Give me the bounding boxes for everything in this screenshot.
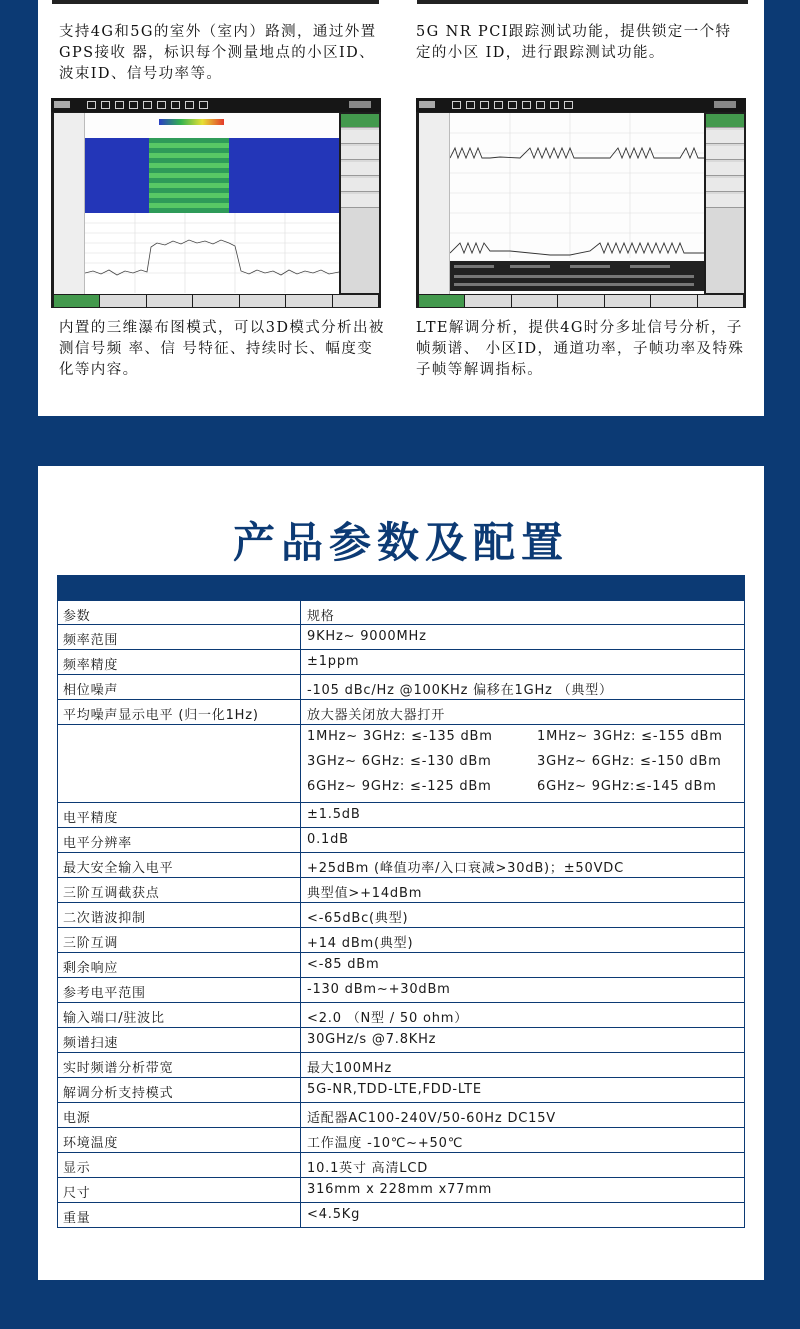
spec-value: 316mm x 228mm x77mm <box>307 1182 493 1197</box>
table-row <box>57 828 745 853</box>
previous-screenshot-edge <box>52 0 379 4</box>
param-name: 环境温度 <box>63 1136 119 1151</box>
spec-value: -105 dBc/Hz @100KHz 偏移在1GHz （典型） <box>307 683 613 698</box>
param-name: 频率精度 <box>63 658 119 673</box>
spec-value: <-65dBc(典型) <box>307 911 409 926</box>
table-row <box>57 625 745 650</box>
noise-level-amp-on: 1MHz~ 3GHz: ≤-155 dBm <box>537 729 723 744</box>
table-row <box>57 1153 745 1178</box>
spec-value: 工作温度 -10℃~+50℃ <box>307 1136 464 1151</box>
spectrum-trace <box>85 213 339 293</box>
feature-panel <box>38 0 764 416</box>
table-row <box>57 1103 745 1128</box>
instrument-toolbar <box>51 98 381 112</box>
spec-value: <2.0 （N型 / 50 ohm） <box>307 1011 468 1026</box>
param-name: 输入端口/驻波比 <box>63 1011 165 1026</box>
spec-value: 9KHz~ 9000MHz <box>307 629 427 644</box>
spec-value: ±1.5dB <box>307 807 361 822</box>
spec-value: 典型值>+14dBm <box>307 886 423 901</box>
param-name: 电平分辨率 <box>63 836 133 851</box>
caption-pci-tracking: 5G NR PCI跟踪测试功能，提供锁定一个特定的小区 ID，进行跟踪测试功能。 <box>416 24 732 61</box>
param-name: 频谱扫速 <box>63 1036 119 1051</box>
waterfall-screenshot <box>51 98 381 308</box>
table-row <box>57 1028 745 1053</box>
param-name: 电源 <box>63 1111 91 1126</box>
param-name: 显示 <box>63 1161 91 1176</box>
spec-value: ±1ppm <box>307 654 360 669</box>
table-row <box>57 903 745 928</box>
bottom-softkeys <box>54 295 379 307</box>
table-row <box>57 650 745 675</box>
table-row <box>57 928 745 953</box>
table-row <box>57 700 745 725</box>
spec-table <box>57 575 745 1228</box>
table-row-noise-levels <box>57 725 745 803</box>
param-name: 频率范围 <box>63 633 119 648</box>
noise-level-amp-off: 3GHz~ 6GHz: ≤-130 dBm <box>307 754 492 769</box>
table-header-bar <box>57 575 745 600</box>
noise-level-amp-off: 1MHz~ 3GHz: ≤-135 dBm <box>307 729 493 744</box>
lte-demod-screenshot <box>416 98 746 308</box>
spec-value: <-85 dBm <box>307 957 380 972</box>
table-row <box>57 1003 745 1028</box>
table-row <box>57 953 745 978</box>
spec-value: 5G-NR,TDD-LTE,FDD-LTE <box>307 1082 482 1097</box>
softkey-column <box>341 114 379 293</box>
spec-value: 10.1英寸 高清LCD <box>307 1161 429 1176</box>
table-row <box>57 878 745 903</box>
table-row <box>57 600 745 625</box>
softkey-column <box>706 114 744 293</box>
table-row <box>57 1203 745 1228</box>
spec-value: 适配器AC100-240V/50-60Hz DC15V <box>307 1111 556 1126</box>
waterfall-screen <box>54 113 339 294</box>
bottom-softkeys <box>419 295 744 307</box>
table-row <box>57 803 745 828</box>
caption-drive-test: 支持4G和5G的室外（室内）路测，通过外置GPS接收 器，标识每个测量地点的小区ID、波束ID、信号功率等。 <box>59 24 377 82</box>
spec-value: 规格 <box>307 609 335 624</box>
param-name: 最大安全输入电平 <box>63 861 174 876</box>
table-row <box>57 1128 745 1153</box>
param-name: 二次谐波抑制 <box>63 911 146 926</box>
section-title: 产品参数及配置 <box>232 518 569 567</box>
spec-value: <4.5Kg <box>307 1207 361 1222</box>
table-row <box>57 1178 745 1203</box>
previous-screenshot-edge <box>417 0 748 4</box>
spec-panel <box>38 466 764 1280</box>
param-name: 剩余响应 <box>63 961 119 976</box>
param-name: 解调分析支持模式 <box>63 1086 174 1101</box>
param-name: 平均噪声显示电平 (归一化1Hz) <box>63 708 259 723</box>
lte-traces <box>450 113 704 293</box>
noise-level-amp-on: 3GHz~ 6GHz: ≤-150 dBm <box>537 754 722 769</box>
spec-value: 30GHz/s @7.8KHz <box>307 1032 437 1047</box>
spec-value: -130 dBm~+30dBm <box>307 982 451 997</box>
param-name: 尺寸 <box>63 1186 91 1201</box>
table-row <box>57 978 745 1003</box>
caption-lte-demod: LTE解调分析，提供4G时分多址信号分析，子帧频谱、 小区ID，通道功率，子帧功率及特殊子帧等解调指标。 <box>416 320 745 378</box>
instrument-toolbar <box>416 98 746 112</box>
noise-level-amp-on: 6GHz~ 9GHz:≤-145 dBm <box>537 779 717 794</box>
spec-value: 0.1dB <box>307 832 349 847</box>
spec-value: 放大器关闭放大器打开 <box>307 708 446 723</box>
param-name: 电平精度 <box>63 811 119 826</box>
table-row <box>57 853 745 878</box>
caption-waterfall: 内置的三维瀑布图模式，可以3D模式分析出被测信号频 率、信 号特征、持续时长、幅度变化等内容。 <box>59 320 385 378</box>
table-row <box>57 1078 745 1103</box>
param-name: 实时频谱分析带宽 <box>63 1061 174 1076</box>
param-name: 三阶互调截获点 <box>63 886 160 901</box>
spec-value: +14 dBm(典型) <box>307 936 414 951</box>
param-name: 重量 <box>63 1211 91 1226</box>
noise-level-amp-off: 6GHz~ 9GHz: ≤-125 dBm <box>307 779 492 794</box>
spec-value: 最大100MHz <box>307 1061 393 1076</box>
spec-value: +25dBm (峰值功率/入口衰减>30dB)；±50VDC <box>307 861 624 876</box>
table-row <box>57 675 745 700</box>
param-name: 相位噪声 <box>63 683 119 698</box>
param-name: 三阶互调 <box>63 936 119 951</box>
table-row <box>57 1053 745 1078</box>
param-name: 参数 <box>63 609 91 624</box>
param-name: 参考电平范围 <box>63 986 146 1001</box>
lte-screen <box>419 113 704 294</box>
